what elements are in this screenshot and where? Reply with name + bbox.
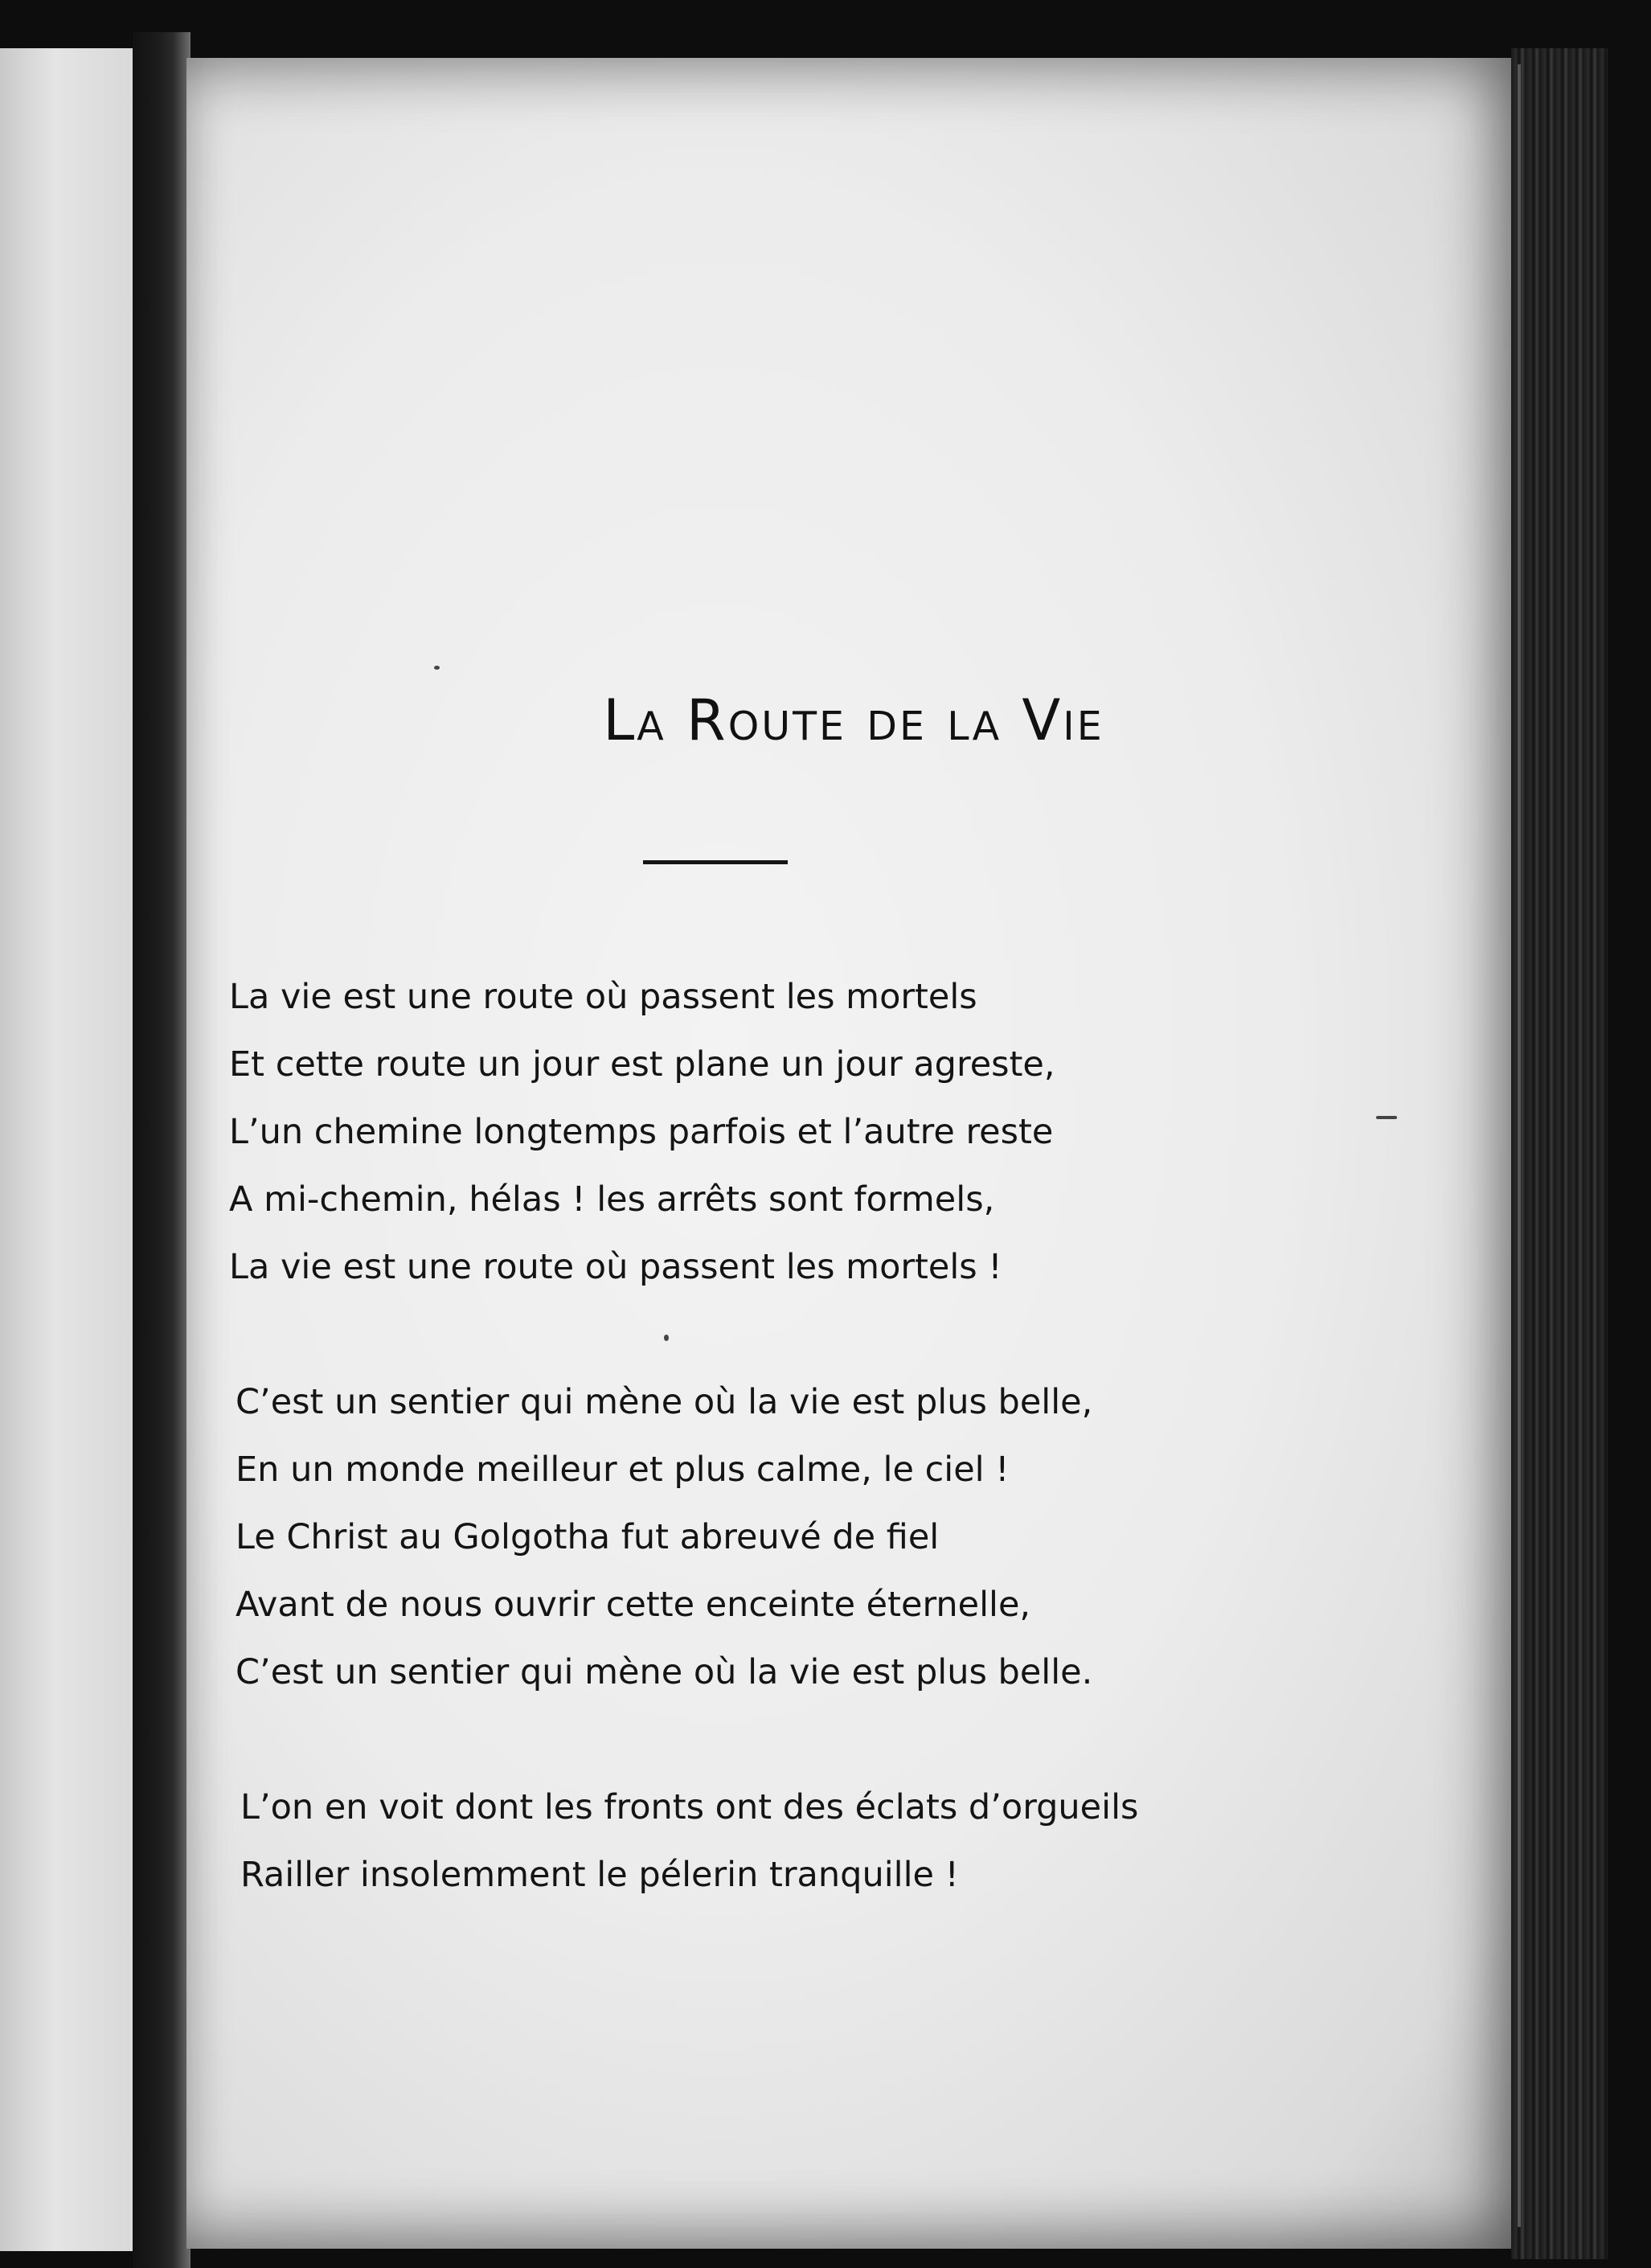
page-edge-line <box>1518 64 1521 2227</box>
poem-body <box>229 963 1435 1976</box>
verse-line: C’est un sentier qui mène où la vie est plus belle. <box>236 1652 1093 1692</box>
paper-speck <box>664 1335 669 1341</box>
left-facing-page <box>0 48 137 2251</box>
verse-line: Le Christ au Golgotha fut abreuvé de fiel <box>236 1517 940 1557</box>
stanza-2 <box>236 1368 1435 1706</box>
verse-line: En un monde meilleur et plus calme, le ciel ! <box>236 1450 1010 1490</box>
book-gutter <box>133 32 190 2268</box>
verse-line: L’un chemine longtemps parfois et l’autre reste <box>229 1112 1054 1152</box>
title-rule <box>643 860 788 864</box>
verse-line: L’on en voit dont les fronts ont des éclats d’orgueils <box>240 1787 1139 1827</box>
verse-line: Railler insolemment le pélerin tranquille ! <box>240 1855 959 1895</box>
paper-speck <box>1376 1116 1397 1119</box>
paper-speck <box>434 666 440 670</box>
verse-line: La vie est une route où passent les mortels ! <box>229 1247 1002 1287</box>
verse-line: Avant de nous ouvrir cette enceinte éternelle, <box>236 1585 1031 1625</box>
verse-line: C’est un sentier qui mène où la vie est plus belle, <box>236 1382 1093 1422</box>
stanza-1 <box>229 963 1435 1301</box>
verse-line: Et cette route un jour est plane un jour agreste, <box>229 1044 1055 1085</box>
stanza-3 <box>240 1774 1435 1909</box>
verse-line: A mi-chemin, hélas ! les arrêts sont formels, <box>229 1179 995 1220</box>
page-edges <box>1511 48 1608 2259</box>
poem-title: La Route de la Vie <box>603 687 1104 753</box>
verse-line: La vie est une route où passent les mortels <box>229 977 977 1017</box>
